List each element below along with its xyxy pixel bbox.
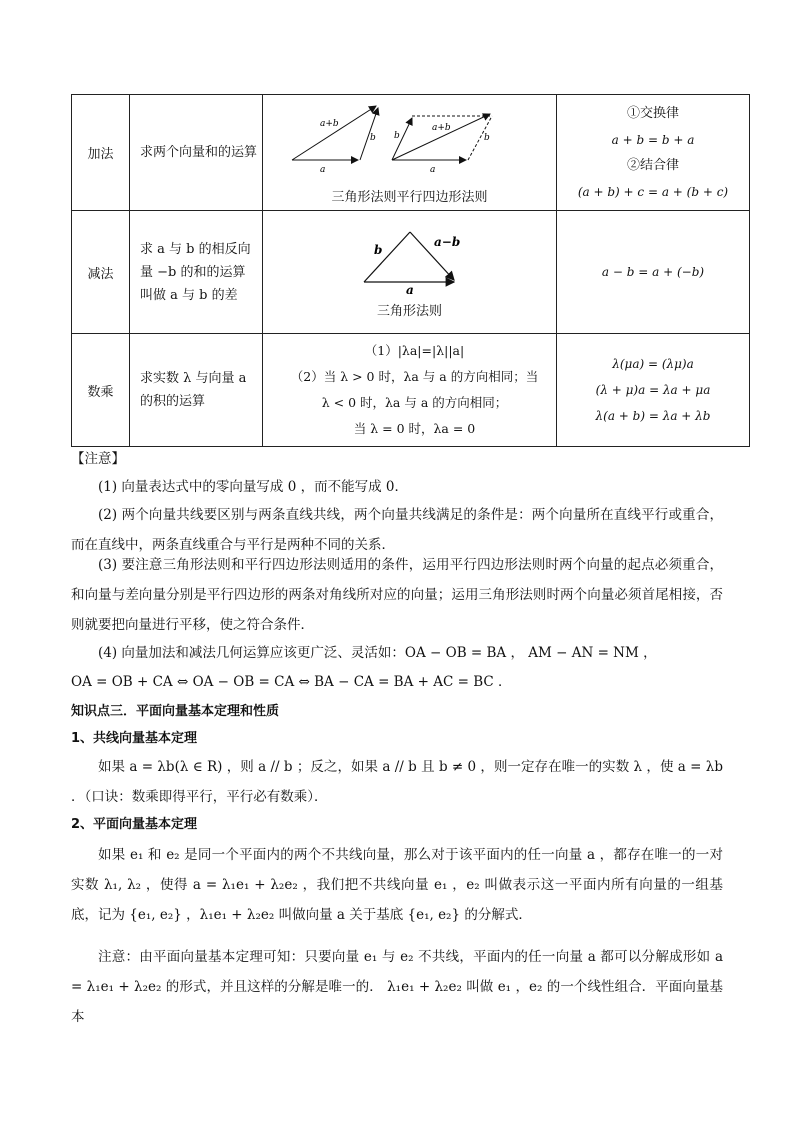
table-row-scalar-multiplication	[72, 334, 750, 447]
rule-line: 当 λ = 0 时，λa = 0	[353, 421, 476, 436]
rule-line: （1）|λa|=|λ||a|	[364, 343, 465, 358]
note-1: (1) 向量表达式中的零向量写成 0 ，而不能写成 0．	[98, 479, 408, 495]
addition-diagrams	[280, 100, 540, 180]
operation-laws	[557, 334, 750, 447]
law-line: (a + b) + c = a + (b + c)	[577, 184, 729, 199]
law-line: ①交换律	[626, 105, 679, 121]
paragraph-basis-theorem: 如果 e₁ 和 e₂ 是同一个平面内的两个不共线向量，那么对于该平面内的任一向量 a ，都存在唯一的一对实数 λ₁, λ₂ ，使得 a = λ₁e₁ + λ₂e₂ ，我们把不共线向量 e₁ ，e₂ 叫做表示这一平面内所有向量的一组基底，记为 {e₁, e₂} ，λ₁e₁ + λ₂e₂ 叫做向量 a 关于基底 {e₁, e₂} 的分解式．	[71, 847, 723, 923]
operation-meaning: 求 a 与 b 的相反向量 −b 的和的运算叫做 a 与 b 的差	[130, 211, 263, 334]
section-title: 知识点三．平面向量基本定理和性质	[71, 704, 280, 719]
rule-line: （2）当 λ > 0 时，λa 与 a 的方向相同；当	[290, 369, 539, 384]
operation-meaning: 求两个向量和的运算	[130, 95, 263, 211]
label-a: a	[319, 165, 325, 175]
label-b: b	[393, 131, 400, 141]
note-4-line-2: OA = OB + CA ⇔ OA − OB = CA ⇔ BA − CA = BA + AC = BC ．	[71, 674, 512, 690]
note-3: (3) 要注意三角形法则和平行四边形法则适用的条件，运用平行四边形法则时两个向量的起点必须重合，和向量与差向量分别是平行四边形的两条对角线所对应的向量；运用三角形法则时两个向量必须首尾相接，否则就要把向量进行平移，使之符合条件．	[71, 557, 723, 633]
note-4-line-1: (4) 向量加法和减法几何运算应该更广泛、灵活如：OA − OB = BA ， AM − AN = NM ，	[98, 645, 657, 661]
label-a-plus-b: a+b	[431, 123, 451, 133]
figure-caption: 三角形法则平行四边形法则	[331, 190, 488, 205]
notes-heading: 【注意】	[71, 451, 125, 467]
note-2: (2) 两个向量共线要区别与两条直线共线，两个向量共线满足的条件是：两个向量所在直线平行或重合，而在直线中，两条直线重合与平行是两种不同的关系．	[71, 507, 723, 553]
label-a: a	[429, 165, 435, 175]
rule-line: λ < 0 时，λa 与 a 的方向相同；	[321, 395, 508, 410]
operation-name: 减法	[72, 211, 130, 334]
operation-name: 加法	[72, 95, 130, 211]
figure-caption: 三角形法则	[376, 303, 442, 319]
table-row-subtraction	[72, 211, 750, 334]
triangle-rule-diagram	[292, 106, 378, 175]
operation-meaning: 求实数 λ 与向量 a 的积的运算	[130, 334, 263, 447]
subsection-title: 2、平面向量基本定理	[71, 817, 198, 832]
table-row-addition	[72, 95, 750, 211]
operation-laws	[557, 211, 750, 334]
law-line: λ(μa) = (λμ)a	[612, 357, 694, 371]
label-b: b	[373, 242, 382, 257]
law-line: ②结合律	[626, 157, 679, 173]
scalar-rules	[263, 334, 557, 447]
parallelogram-rule-diagram	[392, 114, 492, 175]
operation-figure	[263, 211, 557, 334]
subsection-title: 1、共线向量基本定理	[71, 731, 198, 746]
label-a-plus-b: a+b	[319, 119, 339, 129]
label-a-minus-b: a−b	[433, 234, 460, 249]
label-b: b	[369, 133, 376, 143]
vector-operations-table	[71, 94, 750, 447]
operation-laws	[557, 95, 750, 211]
law-line: a − b = a + (−b)	[601, 265, 705, 279]
paragraph-collinear-theorem: 如果 a = λb(λ ∈ R) ，则 a // b ；反之，如果 a // b 且 b ≠ 0 ，则一定存在唯一的实数 λ ，使 a = λb ．（口诀：数乘即得平行，平行必有数乘）．	[71, 759, 723, 805]
operation-name: 数乘	[72, 334, 130, 447]
label-a: a	[405, 282, 414, 294]
law-line: a + b = b + a	[611, 132, 695, 147]
label-b: b	[483, 133, 490, 143]
subtraction-triangle-diagram	[350, 226, 470, 294]
law-line: λ(a + b) = λa + λb	[595, 409, 711, 423]
paragraph-note: 注意：由平面向量基本定理可知：只要向量 e₁ 与 e₂ 不共线，平面内的任一向量 a 都可以分解成形如 a = λ₁e₁ + λ₂e₂ 的形式，并且这样的分解是唯一的． λ₁e₁ + λ₂e₂ 叫做 e₁ ，e₂ 的一个线性组合．平面向量基本	[71, 949, 723, 1025]
law-line: (λ + μ)a = λa + μa	[595, 383, 711, 397]
operation-figure	[263, 95, 557, 211]
